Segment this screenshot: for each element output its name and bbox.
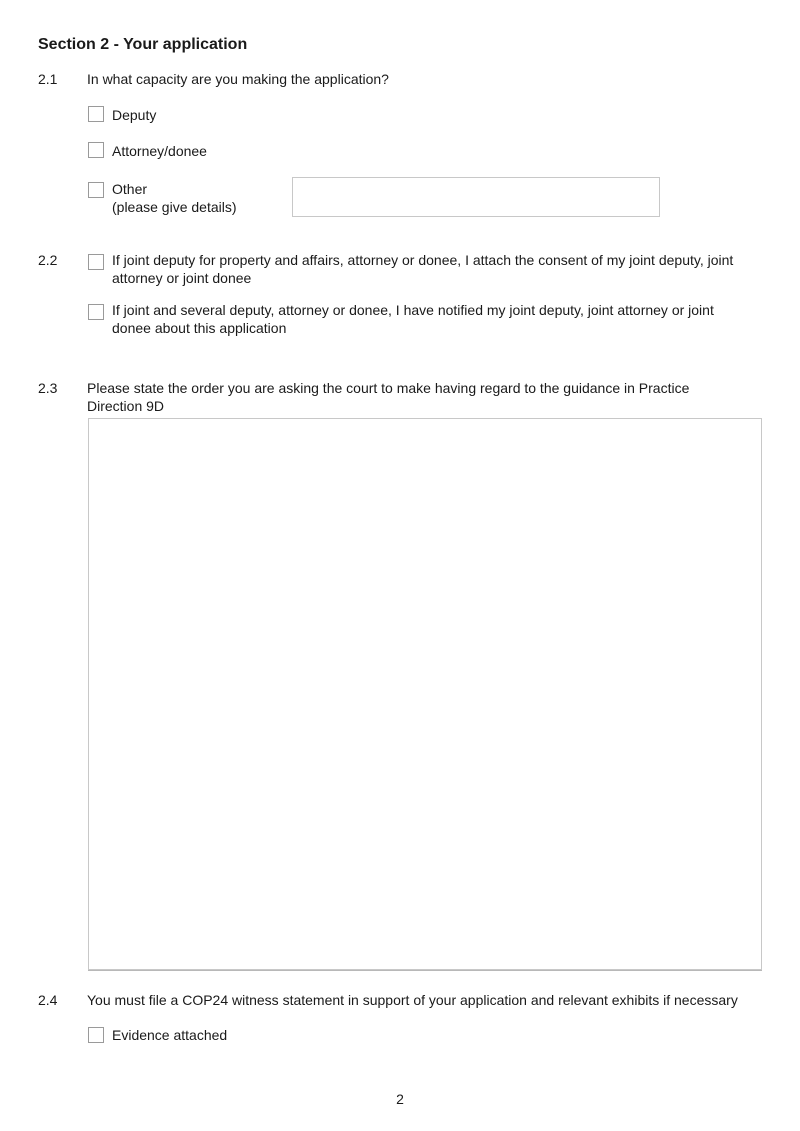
joint-several-notified-line2: donee about this application (112, 320, 287, 336)
page-number: 2 (396, 1091, 404, 1107)
question-2-4-number: 2.4 (38, 992, 58, 1008)
question-2-1-number: 2.1 (38, 71, 58, 87)
deputy-checkbox[interactable] (88, 106, 104, 122)
joint-deputy-consent-checkbox[interactable] (88, 254, 104, 270)
other-checkbox[interactable] (88, 182, 104, 198)
evidence-attached-label: Evidence attached (112, 1027, 228, 1043)
deputy-label: Deputy (112, 107, 157, 123)
joint-several-notified-checkbox[interactable] (88, 304, 104, 320)
joint-deputy-consent-line2: attorney or joint donee (112, 270, 252, 286)
joint-several-notified-line1: If joint and several deputy, attorney or donee, I have notified my joint deputy, joint attorney or joint (112, 302, 714, 318)
attorney-donee-checkbox[interactable] (88, 142, 104, 158)
question-2-3-line1: Please state the order you are asking the court to make having regard to the guidance in Practice (87, 380, 690, 396)
other-sublabel: (please give details) (112, 199, 237, 215)
joint-deputy-consent-line1: If joint deputy for property and affairs, attorney or donee, I attach the consent of my joint deputy, joint (112, 252, 734, 268)
attorney-donee-label: Attorney/donee (112, 143, 207, 159)
order-requested-textarea[interactable] (88, 418, 762, 970)
question-2-3-line2: Direction 9D (87, 398, 165, 414)
question-2-4-text: You must file a COP24 witness statement in support of your application and relevant exhibits if necessary (87, 992, 738, 1008)
question-2-3-number: 2.3 (38, 380, 58, 396)
evidence-attached-checkbox[interactable] (88, 1027, 104, 1043)
question-2-1-text: In what capacity are you making the application? (87, 71, 389, 87)
other-label: Other (112, 181, 148, 197)
other-details-field[interactable] (292, 177, 660, 217)
section-title: Section 2 - Your application (38, 36, 248, 53)
question-2-2-number: 2.2 (38, 252, 58, 268)
